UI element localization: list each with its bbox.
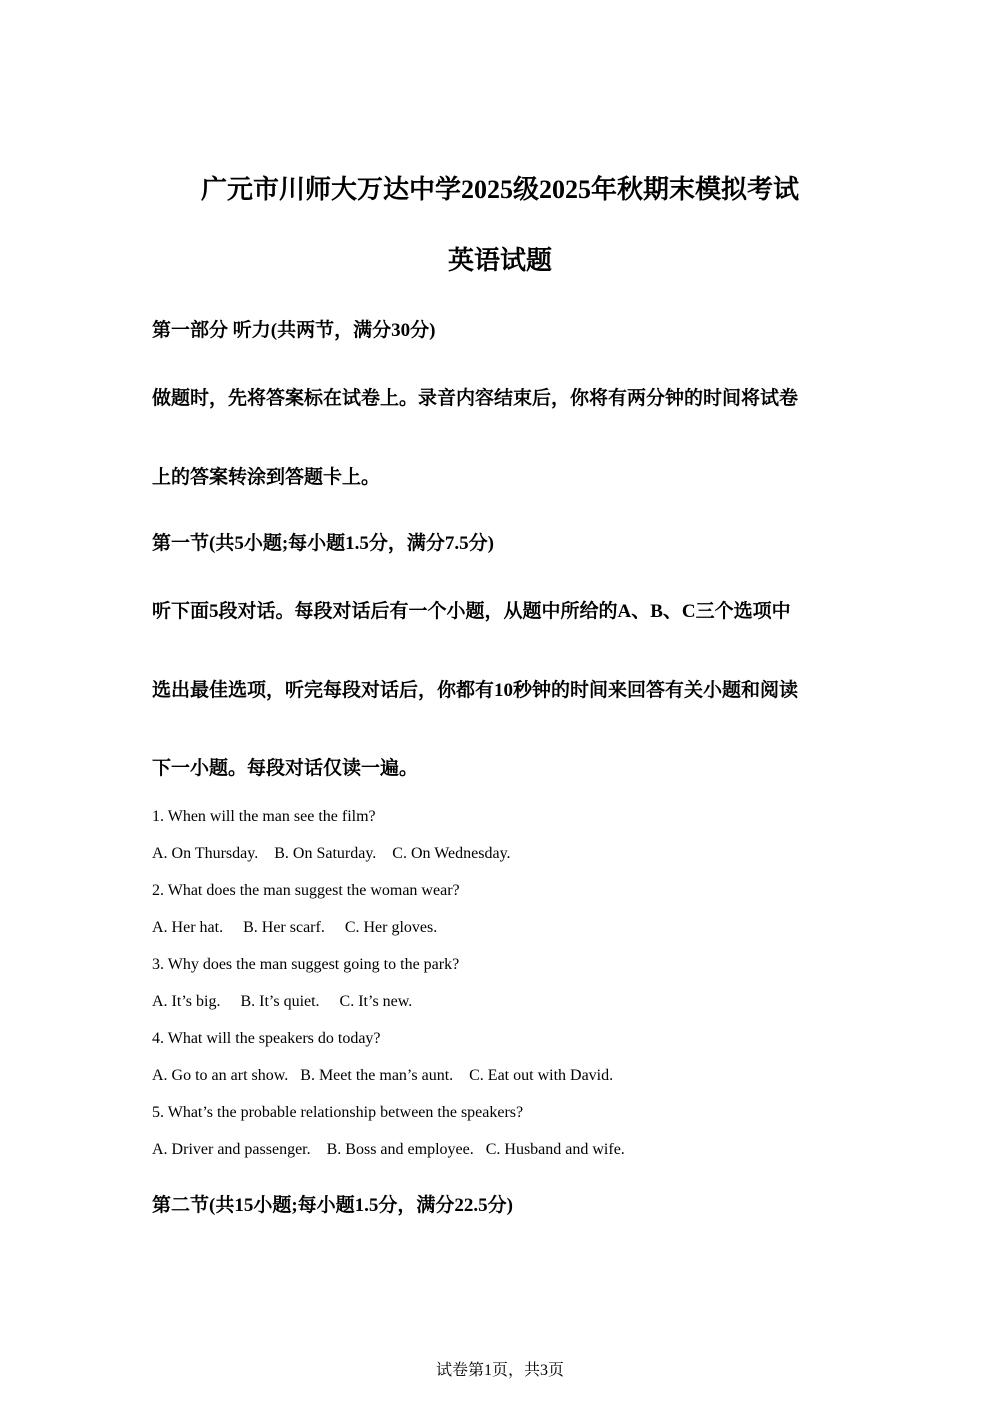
question-4-options: A. Go to an art show. B. Meet the man’s aunt. C. Eat out with David.: [152, 1067, 614, 1084]
question-4: 4. What will the speakers do today?: [152, 1030, 381, 1047]
section2-heading: 第二节(共15小题;每小题1.5分，满分22.5分): [152, 1195, 513, 1216]
section1-instruction-line-3: 下一小题。每段对话仅读一遍。: [152, 758, 419, 779]
question-5-options: A. Driver and passenger. B. Boss and employee. C. Husband and wife.: [152, 1141, 625, 1158]
question-3-options: A. It’s big. B. It’s quiet. C. It’s new.: [152, 993, 413, 1010]
section1-instruction-line-1: 听下面5段对话。每段对话后有一个小题，从题中所给的A、B、C三个选项中: [152, 601, 791, 622]
exam-title: 广元市川师大万达中学2025级2025年秋期末模拟考试: [200, 175, 799, 204]
part1-heading: 第一部分 听力(共两节，满分30分): [152, 320, 436, 341]
question-1: 1. When will the man see the film?: [152, 808, 376, 825]
exam-subtitle: 英语试题: [447, 246, 552, 275]
question-2-options: A. Her hat. B. Her scarf. C. Her gloves.: [152, 919, 438, 936]
question-3: 3. Why does the man suggest going to the park?: [152, 956, 460, 973]
question-2: 2. What does the man suggest the woman wear?: [152, 882, 460, 899]
question-1-options: A. On Thursday. B. On Saturday. C. On Wednesday.: [152, 845, 511, 862]
instruction-line-1: 做题时，先将答案标在试卷上。录音内容结束后，你将有两分钟的时间将试卷: [152, 388, 799, 409]
question-5: 5. What’s the probable relationship between the speakers?: [152, 1104, 524, 1121]
instruction-line-2: 上的答案转涂到答题卡上。: [152, 467, 381, 488]
page-footer: 试卷第1页，共3页: [435, 1362, 564, 1379]
section1-instruction-line-2: 选出最佳选项，听完每段对话后，你都有10秒钟的时间来回答有关小题和阅读: [152, 680, 799, 701]
section1-heading: 第一节(共5小题;每小题1.5分，满分7.5分): [152, 533, 494, 554]
